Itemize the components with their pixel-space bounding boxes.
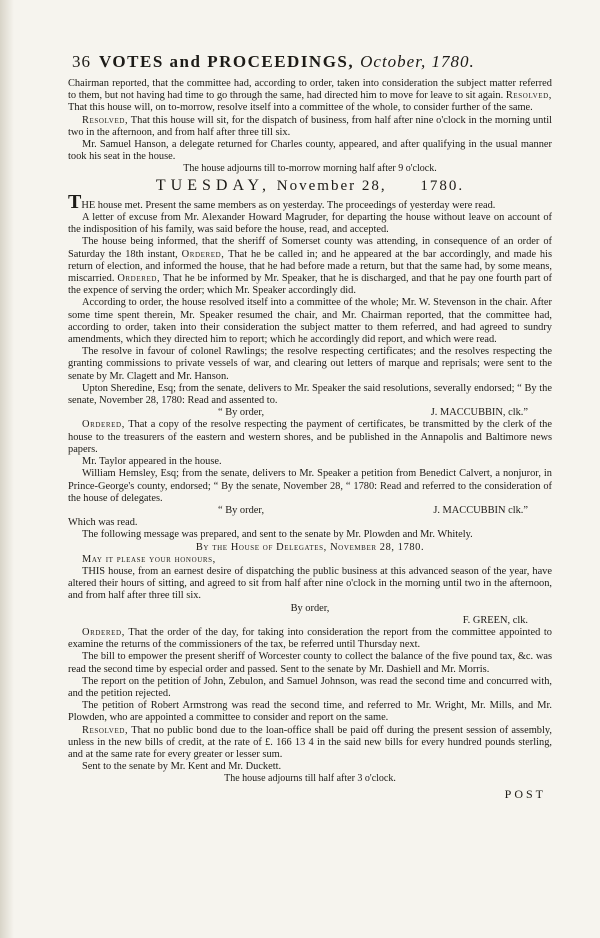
paragraph: The resolve in favour of colonel Rawlings; the resolve respecting certificates; and the resolves respecting the granting commissions to private vessels of war, and clearing out letters of marque and reprisals; were sent to the senate by Mr. Clagett and Mr. Hanson.	[68, 346, 552, 382]
drop-cap: T	[68, 190, 82, 213]
clerk-signature: F. GREEN, clk.	[462, 614, 528, 626]
paragraph: Chairman reported, that the committee had, according to order, taken into consideration the subject matter referred to them, but not having had time to go through the same, had directed him to move for leave to sit again. Resolved, That this house will, on to-morrow, resolve itself into a committee of the whole, to consider further of the same.	[68, 78, 552, 114]
day-year: 1780.	[420, 177, 465, 194]
paragraph: According to order, the house resolved itself into a committee of the whole; Mr. W. Stevenson in the chair. After some time spent therein, Mr. Speaker resumed the chair, and Mr. Chairman reported, that the committee had, according to order, taken into their consideration the subject matter to them referred, and had agreed to sundry amendments, which they directed him to report; which he accordingly did report, and which were read.	[68, 297, 552, 346]
paragraph: The house being informed, that the sheriff of Somerset county was attending, in consequence of an order of Saturday the 18th instant, Ordered, That he be called in; and he appeared at the bar accordingly, and made his return of election, and informed the house, that he had before made a return, but that the same had, by some means, miscarried. Ordered, That he be informed by Mr. Speaker, that he is discharged, and that he pay one fourth part of the expence of serving the order; which Mr. Speaker accordingly did.	[68, 236, 552, 297]
adjournment-note: The house adjourns till half after 3 o'clock.	[224, 773, 396, 785]
paragraph: The report on the petition of John, Zebulon, and Samuel Johnson, was read the second time and concurred with, and the petition rejected.	[68, 675, 552, 699]
paragraph: Which was read.	[68, 517, 138, 529]
signature-line: “ By order, J. MACCUBBIN, clk.”	[218, 407, 528, 419]
page-number: 36	[72, 52, 91, 71]
paragraph: Ordered, That the order of the day, for taking into consideration the report from the committee appointed to examine the returns of the commissioners of the tax, be referred until Thursday next.	[68, 626, 552, 651]
paragraph: Ordered, That a copy of the resolve respecting the payment of certificates, be transmitted by the clerk of the house to the treasurers of the eastern and western shores, and be published in the Annapolis and Baltimore news papers.	[68, 419, 552, 455]
by-order: By order,	[290, 602, 330, 614]
paragraph: The following message was prepared, and sent to the senate by Mr. Plowden and Mr. Whitely.	[82, 529, 473, 541]
message-heading: By the House of Delegates, November 28, 1780.	[195, 541, 425, 553]
message-body: THIS house, from an earnest desire of dispatching the public business at this advanced season of the year, have altered their hours of sitting, and agreed to sit from half after nine o'clock in the morning until two in the afternoon, and from half after three till six.	[68, 565, 552, 602]
paragraph: Mr. Samuel Hanson, a delegate returned for Charles county, appeared, and after qualifying in the usual manner took his seat in the house.	[68, 139, 552, 163]
catchword: POST	[504, 786, 546, 801]
paragraph: A letter of excuse from Mr. Alexander Howard Magruder, for departing the house without leave on account of the indisposition of his family, was said before the house, read, and accepted.	[68, 212, 552, 236]
paragraph: THE house met. Present the same members as on yesterday. The proceedings of yesterday were read.	[68, 190, 496, 213]
body-text	[68, 78, 552, 800]
paragraph: Resolved, That this house will sit, for the dispatch of business, from half after nine o'clock in the morning until two in the afternoon, and from half after three till six.	[68, 114, 552, 138]
signature-line: “ By order, J. MACCUBBIN clk.”	[218, 504, 528, 516]
day-heading	[68, 176, 552, 194]
day-date: November 28,	[276, 177, 387, 194]
paragraph: Upton Sheredine, Esq; from the senate, delivers to Mr. Speaker the said resolutions, severally endorsed; “ By the senate, November 28, 1780: Read and assented to.	[68, 382, 552, 407]
message-salutation: May it please your honours,	[82, 553, 216, 565]
running-header	[72, 52, 552, 72]
paragraph: The bill to empower the present sheriff of Worcester county to collect the balance of the five pound tax, &c. was read the second time by especial order and passed. Sent to the senate by Mr. Dashiell and Mr. Morris.	[68, 651, 552, 675]
page-binding-shadow	[0, 0, 14, 938]
header-title: VOTES and PROCEEDINGS,	[99, 52, 355, 71]
paragraph: The petition of Robert Armstrong was read the second time, and referred to Mr. Wright, Mr. Mills, and Mr. Plowden, who are appointed a committee to consider and report on the same.	[68, 700, 552, 724]
paragraph: William Hemsley, Esq; from the senate, delivers to Mr. Speaker a petition from Benedict Calvert, a nonjuror, in Prince-George's county, endorsed; “ By the senate, November 28, “ 1780: Read and referred to the consideration of the house of delegates.	[68, 468, 552, 504]
adjournment-note: The house adjourns till to-morrow morning half after 9 o'clock.	[183, 163, 437, 175]
day-weekday: TUESDAY,	[155, 176, 272, 194]
paragraph: Sent to the senate by Mr. Kent and Mr. Duckett.	[82, 761, 282, 773]
paragraph: Resolved, That no public bond due to the loan-office shall be paid off during the present session of assembly, unless in the new bills of credit, at the rate of £. 166 13 4 in the said new bills for every hundred pounds sterling, and at the same rate for every greater or lesser sum.	[68, 724, 552, 760]
header-date: October, 1780.	[360, 52, 475, 71]
paragraph: Mr. Taylor appeared in the house.	[82, 456, 222, 468]
